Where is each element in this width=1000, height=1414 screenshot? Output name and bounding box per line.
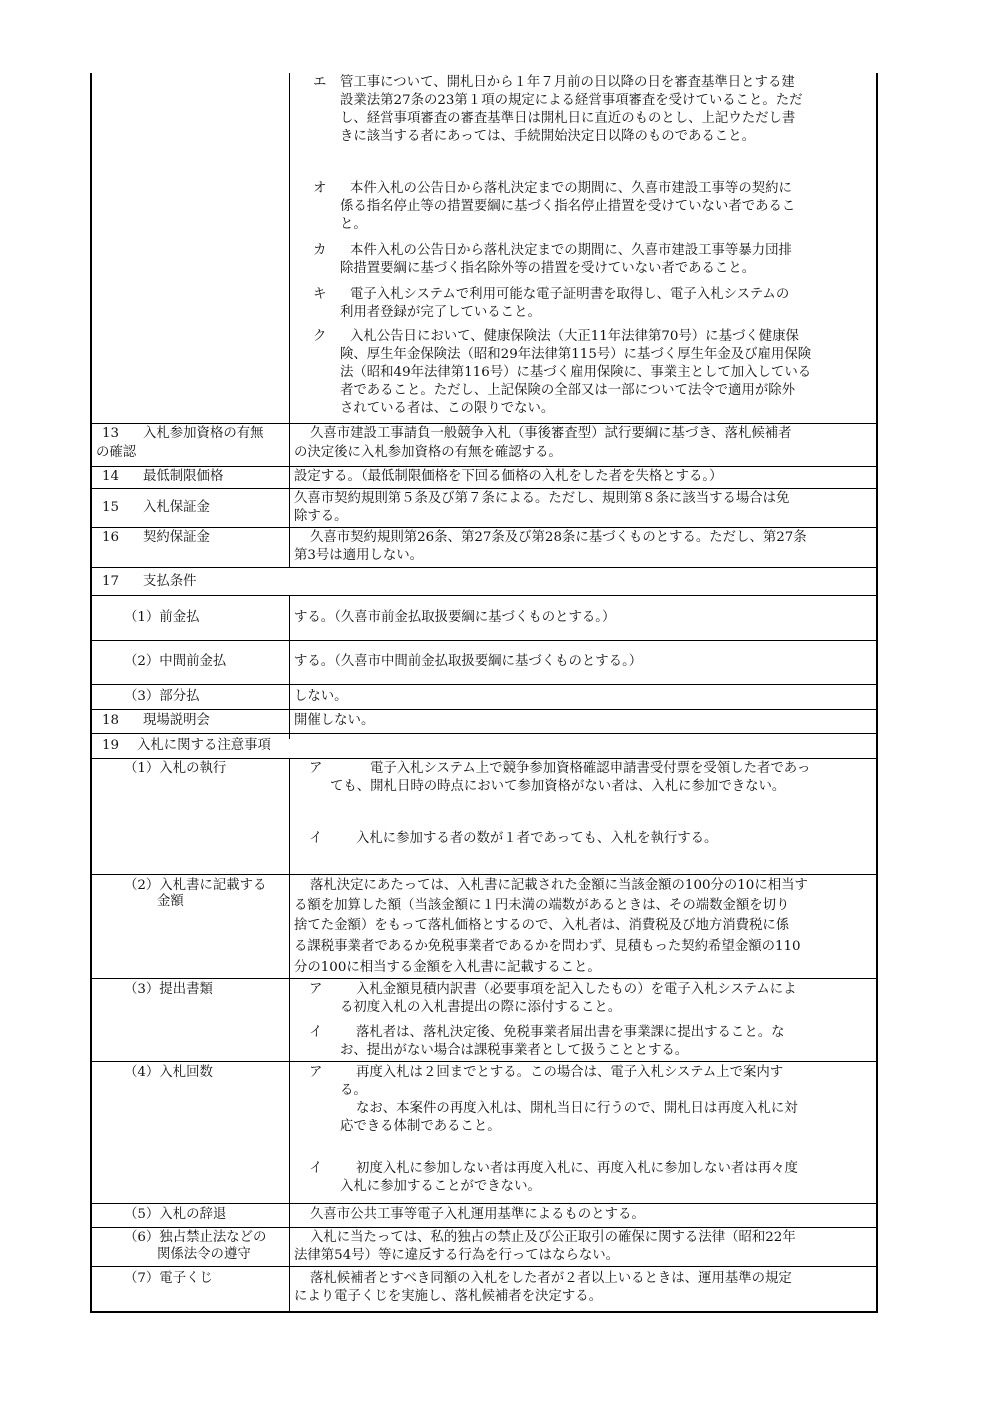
item-line: ても、開札日時の時点において参加資格がない者は、入札に参加できない。 bbox=[330, 779, 786, 794]
row-divider bbox=[90, 684, 878, 685]
row-text: 法律第54号）等に違反する行為を行ってはならない。 bbox=[294, 1248, 620, 1263]
row-divider bbox=[90, 640, 878, 641]
row-text: 久喜市契約規則第26条、第27条及び第28条に基づくものとする。ただし、第27条 bbox=[310, 530, 807, 545]
column-divider bbox=[289, 73, 290, 567]
row-text: 久喜市建設工事請負一般競争入札（事後審査型）試行要綱に基づき、落札候補者 bbox=[310, 426, 792, 441]
row-divider bbox=[90, 567, 878, 568]
item-line: 再度入札は２回までとする。この場合は、電子入札システム上で案内す bbox=[356, 1065, 784, 1080]
row-text: の決定後に入札参加資格の有無を確認する。 bbox=[294, 445, 562, 460]
row-label: 契約保証金 bbox=[143, 530, 210, 545]
item-line: 初度入札に参加しない者は再度入札に、再度入札に参加しない者は再々度 bbox=[356, 1161, 798, 1176]
row-text: 分の100に相当する金額を入札書に記載すること。 bbox=[294, 960, 601, 975]
row-text: 落札決定にあたっては、入札書に記載された金額に当該金額の100分の10に相当す bbox=[310, 878, 808, 893]
item-line: 本件入札の公告日から落札決定までの期間に、久喜市建設工事等の契約に bbox=[350, 181, 792, 196]
column-divider bbox=[289, 758, 290, 1313]
row-text: 久喜市契約規則第５条及び第７条による。ただし、規則第８条に該当する場合は免 bbox=[294, 491, 790, 506]
row-divider bbox=[90, 733, 878, 734]
row-label: 入札に関する注意事項 bbox=[137, 738, 271, 753]
row-divider bbox=[90, 1227, 878, 1228]
row-text: 落札候補者とすべき同額の入札をした者が２者以上いるときは、運用基準の規定 bbox=[310, 1271, 792, 1286]
row-text: する。（久喜市前金払取扱要綱に基づくものとする。） bbox=[294, 610, 616, 625]
row-text: 久喜市公共工事等電子入札運用基準によるものとする。 bbox=[310, 1207, 645, 1222]
row-label: 入札保証金 bbox=[143, 500, 210, 515]
item-line: 応できる体制であること。 bbox=[340, 1119, 501, 1134]
row-text: 設定する。（最低制限価格を下回る価格の入札をした者を失格とする。） bbox=[294, 469, 723, 484]
row-label: 入札参加資格の有無 bbox=[143, 426, 264, 441]
row-divider bbox=[90, 709, 878, 710]
row-text: する。（久喜市中間前金払取扱要綱に基づくものとする。） bbox=[294, 654, 643, 669]
item-line: 利用者登録が完了していること。 bbox=[340, 305, 541, 320]
item-line: 法（昭和49年法律第116号）に基づく雇用保険に、事業主として加入している bbox=[340, 365, 812, 380]
item-mark: イ bbox=[309, 1161, 323, 1176]
item-line: る。 bbox=[340, 1083, 367, 1098]
item-mark: ア bbox=[309, 1065, 323, 1080]
item-line: と。 bbox=[340, 217, 367, 232]
item-line: 入札に参加することができない。 bbox=[340, 1179, 541, 1194]
row-label: （1）入札の執行 bbox=[124, 761, 227, 776]
row-divider bbox=[90, 1203, 878, 1204]
row-label: （5）入札の辞退 bbox=[124, 1207, 227, 1222]
row-label: （6）独占禁止法などの bbox=[124, 1230, 267, 1245]
row-number: 16 bbox=[102, 530, 120, 545]
item-line: されている者は、この限りでない。 bbox=[340, 401, 555, 416]
item-line: 電子入札システムで利用可能な電子証明書を取得し、電子入札システムの bbox=[350, 287, 790, 302]
item-line: 入札金額見積内訳書（必要事項を記入したもの）を電子入札システムによ bbox=[356, 982, 797, 997]
row-divider bbox=[90, 488, 878, 489]
row-text: る額を加算した額（当該金額に１円未満の端数があるときは、その端数金額を切り bbox=[294, 898, 790, 913]
row-number: 18 bbox=[102, 713, 120, 728]
row-text: 除する。 bbox=[294, 509, 348, 524]
row-label: （3）提出書類 bbox=[124, 982, 213, 997]
row-label: 関係法令の遵守 bbox=[157, 1247, 251, 1262]
row-number: 13 bbox=[102, 426, 120, 441]
row-divider bbox=[90, 758, 878, 759]
row-label: 現場説明会 bbox=[143, 713, 210, 728]
row-divider bbox=[90, 1266, 878, 1267]
row-divider bbox=[90, 978, 878, 979]
row-label: 金額 bbox=[157, 894, 184, 909]
item-line: 入札に参加する者の数が１者であっても、入札を執行する。 bbox=[356, 831, 718, 846]
item-line: 除措置要綱に基づく指名除外等の措置を受けていない者であること。 bbox=[340, 261, 756, 276]
item-line: きに該当する者にあっては、手続開始決定日以降のものであること。 bbox=[340, 129, 755, 144]
table-right-border bbox=[876, 73, 878, 1313]
row-text: る課税事業者であるか免税事業者であるかを問わず、見積もった契約希望金額の110 bbox=[294, 939, 801, 954]
row-number: 19 bbox=[102, 738, 120, 753]
item-mark: カ bbox=[313, 243, 327, 258]
row-divider bbox=[90, 466, 878, 467]
row-label: （4）入札回数 bbox=[124, 1065, 213, 1080]
item-line: 設業法第27条の23第１項の規定による経営事項審査を受けていること。ただ bbox=[340, 93, 803, 108]
row-number: 14 bbox=[102, 469, 120, 484]
row-label: （1）前金払 bbox=[124, 610, 200, 625]
table-left-border bbox=[90, 73, 92, 1313]
item-line: なお、本案件の再度入札は、開札当日に行うので、開札日は再度入札に対 bbox=[356, 1101, 798, 1116]
row-divider bbox=[90, 595, 878, 596]
item-line: る初度入札の入札書提出の際に添付すること。 bbox=[340, 1000, 622, 1015]
row-text: により電子くじを実施し、落札候補者を決定する。 bbox=[294, 1289, 602, 1304]
row-label: 最低制限価格 bbox=[143, 469, 224, 484]
row-text: 捨てた金額）をもって落札価格とするので、入札者は、消費税及び地方消費税に係 bbox=[294, 918, 790, 933]
item-line: 入札公告日において、健康保険法（大正11年法律第70号）に基づく健康保 bbox=[350, 329, 799, 344]
item-line: 険、厚生年金保険法（昭和29年法律第115号）に基づく厚生年金及び雇用保険 bbox=[340, 347, 812, 362]
item-mark: エ bbox=[313, 75, 327, 90]
row-label: の確認 bbox=[96, 445, 137, 460]
row-text: 開催しない。 bbox=[294, 713, 375, 728]
row-divider bbox=[90, 423, 878, 424]
table-bottom-border bbox=[90, 1311, 878, 1313]
column-divider bbox=[289, 595, 290, 739]
row-divider bbox=[90, 527, 878, 528]
row-number: 15 bbox=[102, 500, 120, 515]
row-label: （3）部分払 bbox=[124, 689, 200, 704]
item-line: 電子入札システム上で競争参加資格確認申請書受付票を受領した者であっ bbox=[370, 761, 811, 776]
item-line: 本件入札の公告日から落札決定までの期間に、久喜市建設工事等暴力団排 bbox=[350, 243, 792, 258]
row-label: （7）電子くじ bbox=[124, 1271, 213, 1286]
item-mark: ア bbox=[309, 982, 323, 997]
item-mark: オ bbox=[313, 181, 327, 196]
item-line: 落札者は、落札決定後、免税事業者届出書を事業課に提出すること。な bbox=[356, 1025, 785, 1040]
item-line: お、提出がない場合は課税事業者として扱うこととする。 bbox=[340, 1043, 689, 1058]
row-label: （2）入札書に記載する bbox=[124, 878, 267, 893]
row-divider bbox=[90, 874, 878, 875]
row-text: 第3号は適用しない。 bbox=[294, 548, 424, 563]
row-number: 17 bbox=[102, 574, 120, 589]
row-label: 支払条件 bbox=[143, 574, 197, 589]
item-line: 者であること。ただし、上記保険の全部又は一部について法令で適用が除外 bbox=[340, 383, 796, 398]
item-mark: イ bbox=[309, 1025, 323, 1040]
item-mark: イ bbox=[309, 831, 323, 846]
item-line: 管工事について、開札日から１年７月前の日以降の日を審査基準日とする建 bbox=[340, 75, 795, 90]
item-line: 係る指名停止等の措置要綱に基づく指名停止措置を受けていない者であるこ bbox=[340, 199, 796, 214]
row-label: （2）中間前金払 bbox=[124, 654, 227, 669]
row-text: 入札に当たっては、私的独占の禁止及び公正取引の確保に関する法律（昭和22年 bbox=[310, 1230, 796, 1245]
row-text: しない。 bbox=[294, 689, 348, 704]
item-mark: ク bbox=[313, 329, 327, 344]
item-mark: キ bbox=[313, 287, 327, 302]
row-divider bbox=[90, 1061, 878, 1062]
item-line: し、経営事項審査の審査基準日は開札日に直近のものとし、上記ウただし書 bbox=[340, 111, 796, 126]
item-mark: ア bbox=[309, 761, 323, 776]
